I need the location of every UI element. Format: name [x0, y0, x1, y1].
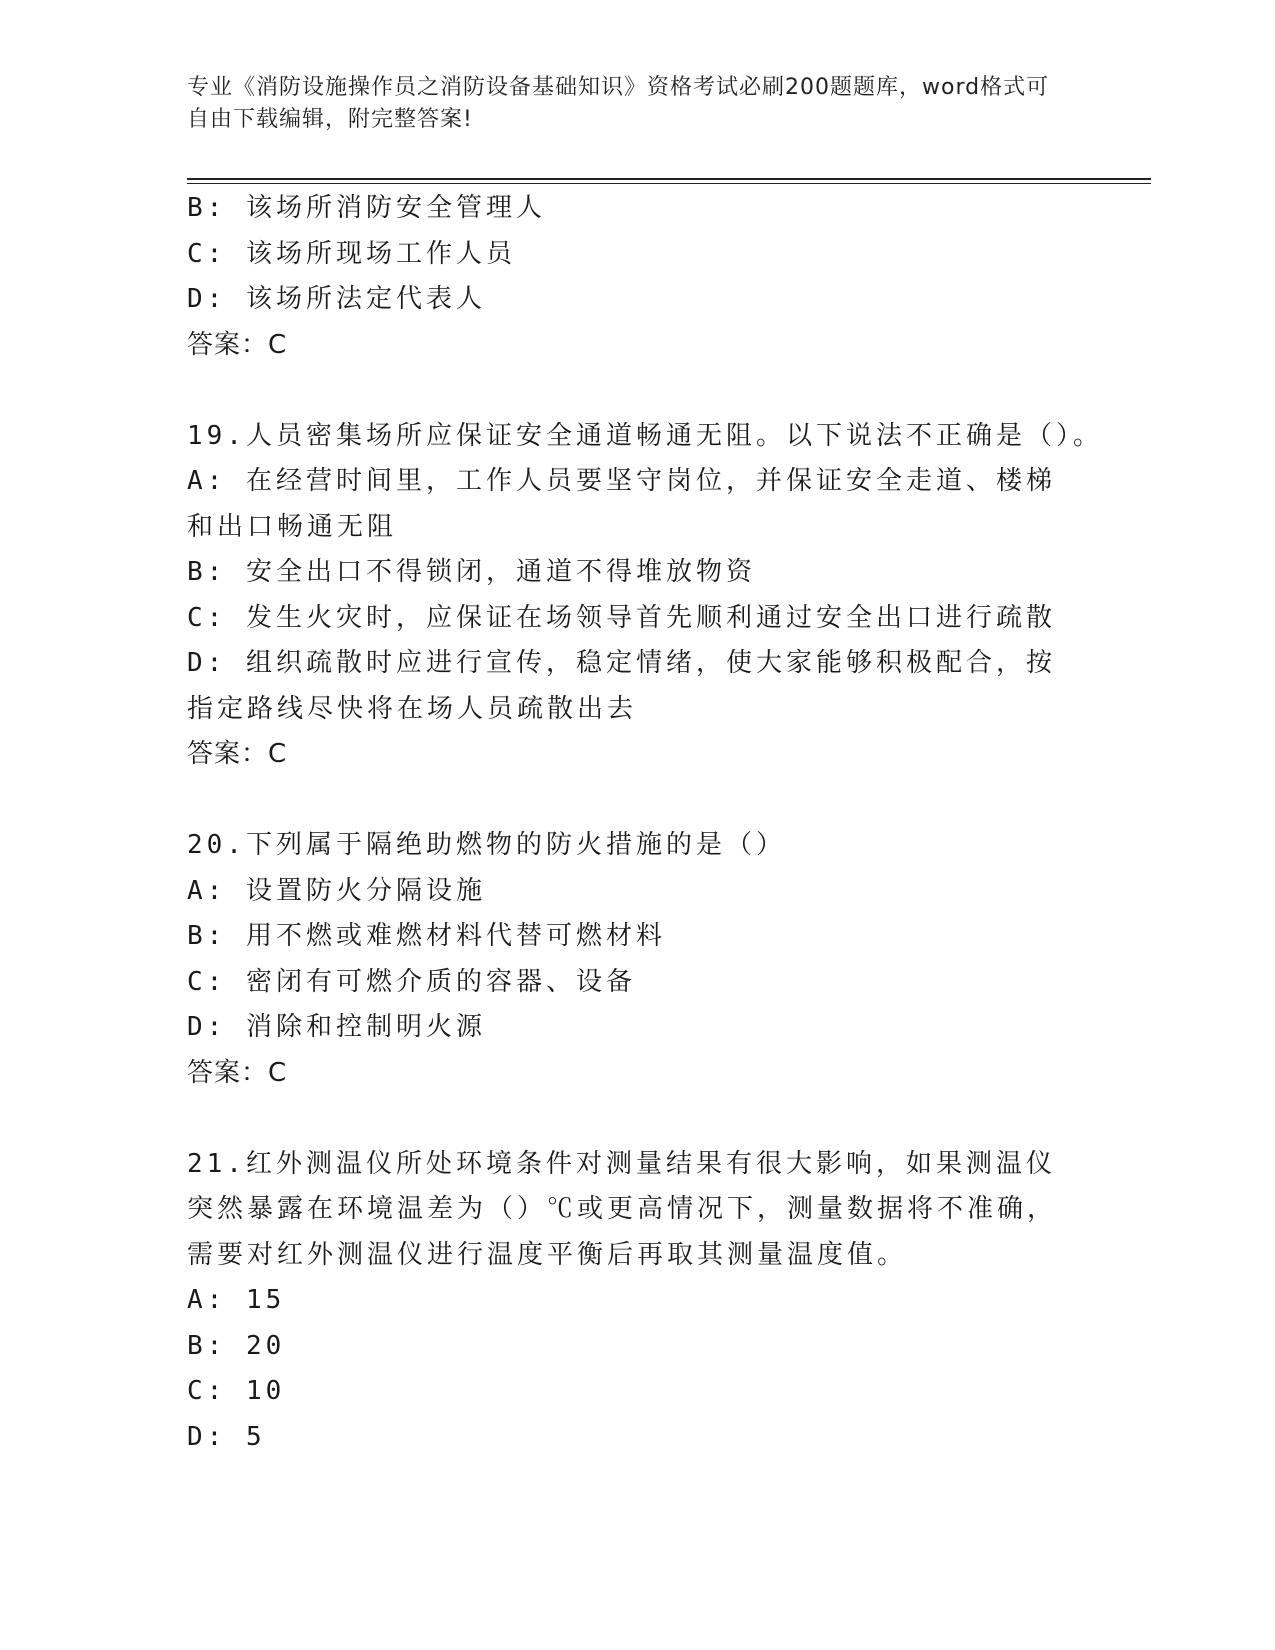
- question-21: [187, 1142, 1087, 1461]
- spacer: [187, 1096, 1087, 1142]
- question-20: [187, 823, 1087, 1096]
- question-stem: 19.人员密集场所应保证安全通道畅通无阻。以下说法不正确是（）。: [187, 420, 1103, 451]
- question-list: [187, 186, 1103, 1460]
- option-d: D: 组织疏散时应进行宣传，稳定情绪，使大家能够积极配合，按指定路线尽快将在场人员疏散出去: [187, 648, 1056, 724]
- question-19: [187, 414, 1103, 778]
- spacer: [187, 778, 1087, 824]
- option-c: C: 密闭有可燃介质的容器、设备: [187, 966, 636, 997]
- option-c: C: 10: [187, 1376, 286, 1406]
- option-a: A: 设置防火分隔设施: [187, 875, 486, 906]
- header-divider-thick: [187, 178, 1151, 180]
- header-title: 专业《消防设施操作员之消防设备基础知识》资格考试必刷200题题库，word格式可自由下载编辑，附完整答案!: [187, 75, 1050, 132]
- option-d: D: 5: [187, 1421, 266, 1452]
- option-d: D: 消除和控制明火源: [187, 1012, 486, 1042]
- option-a: A: 15: [187, 1285, 286, 1315]
- question-18-continuation: [187, 186, 1087, 368]
- question-stem: 21.红外测温仪所处环境条件对测量结果有很大影响，如果测温仪突然暴露在环境温差为（）℃或更高情况下，测量数据将不准确，需要对红外测温仪进行温度平衡后再取其测量温度值。: [187, 1148, 1058, 1270]
- answer-line: 答案：C: [187, 329, 288, 360]
- option-d: D: 该场所法定代表人: [187, 284, 486, 314]
- spacer: [187, 368, 1087, 414]
- document-header: [187, 72, 1067, 136]
- option-b: B: 用不燃或难燃材料代替可燃材料: [187, 921, 666, 951]
- header-divider-thin: [187, 183, 1151, 184]
- option-b: B: 20: [187, 1330, 286, 1361]
- question-stem: 20.下列属于隔绝助燃物的防火措施的是（）: [187, 830, 786, 860]
- option-b: B: 该场所消防安全管理人: [187, 193, 546, 223]
- option-c: C: 发生火灾时，应保证在场领导首先顺利通过安全出口进行疏散: [187, 602, 1056, 633]
- answer-line: 答案：C: [187, 1057, 288, 1088]
- option-a: A: 在经营时间里，工作人员要坚守岗位，并保证安全走道、楼梯和出口畅通无阻: [187, 466, 1056, 542]
- option-c: C: 该场所现场工作人员: [187, 238, 516, 269]
- option-b: B: 安全出口不得锁闭，通道不得堆放物资: [187, 557, 756, 587]
- answer-line: 答案：C: [187, 739, 288, 769]
